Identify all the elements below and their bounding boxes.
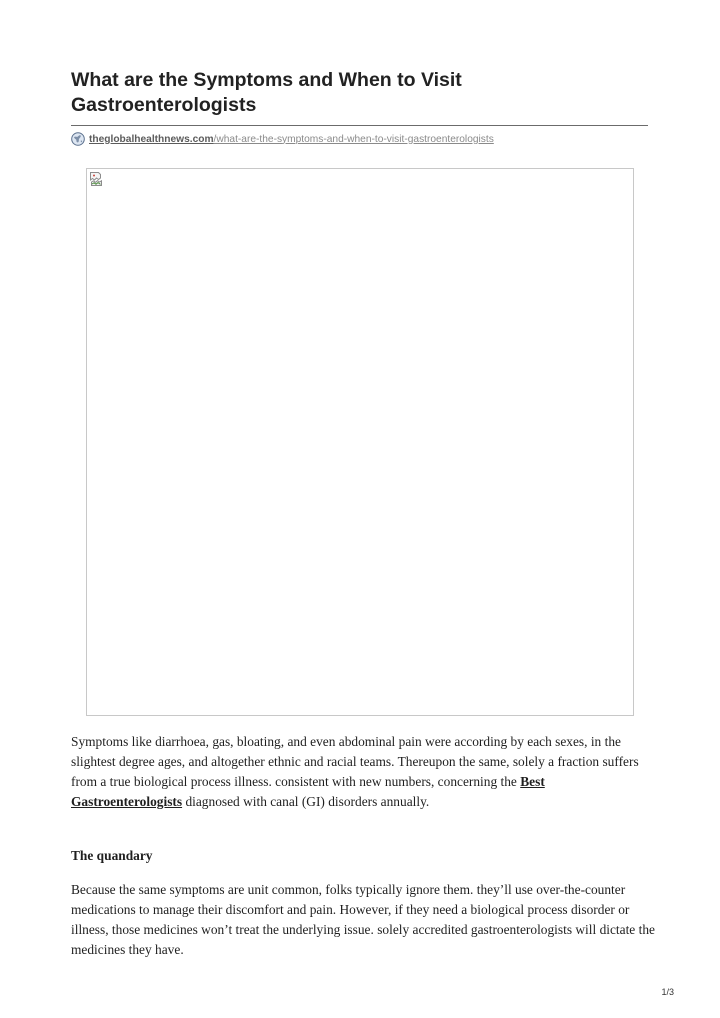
title-divider bbox=[71, 125, 648, 126]
globe-icon bbox=[71, 132, 85, 146]
paragraph-symptoms-end: diagnosed with canal (GI) disorders annually. bbox=[182, 794, 430, 809]
source-path[interactable]: /what-are-the-symptoms-and-when-to-visit-gastroenterologists bbox=[213, 133, 494, 145]
source-link[interactable] bbox=[71, 131, 494, 147]
article-title: What are the Symptoms and When to Visit Gastroenterologists bbox=[71, 69, 462, 116]
broken-image-icon bbox=[89, 171, 105, 187]
paragraph-symptoms bbox=[71, 732, 656, 812]
paragraph-quandary: Because the same symptoms are unit common, folks typically ignore them. they’ll use over-the-counter medications to manage their discomfort and pain. However, if they need a biological process disorder or illness, those medicines won’t treat the underlying issue. solely accredited gastroenterologists will dictate the medicines they have. bbox=[71, 882, 655, 957]
article-image bbox=[86, 168, 634, 716]
best-gastroenterologists-link[interactable]: Best Gastroenterologists bbox=[71, 774, 545, 809]
paragraph-symptoms-start: Symptoms like diarrhoea, gas, bloating, and even abdominal pain were according by each sexes, in the slightest degree ages, and altogether ethnic and racial teams. Thereupon the same, solely a fraction suffers from a true biological process illness. consistent with new numbers, concerning the bbox=[71, 734, 639, 789]
page-indicator: 1/3 bbox=[661, 987, 674, 997]
source-domain[interactable]: theglobalhealthnews.com bbox=[89, 133, 214, 145]
section-heading: The quandary bbox=[71, 848, 153, 863]
